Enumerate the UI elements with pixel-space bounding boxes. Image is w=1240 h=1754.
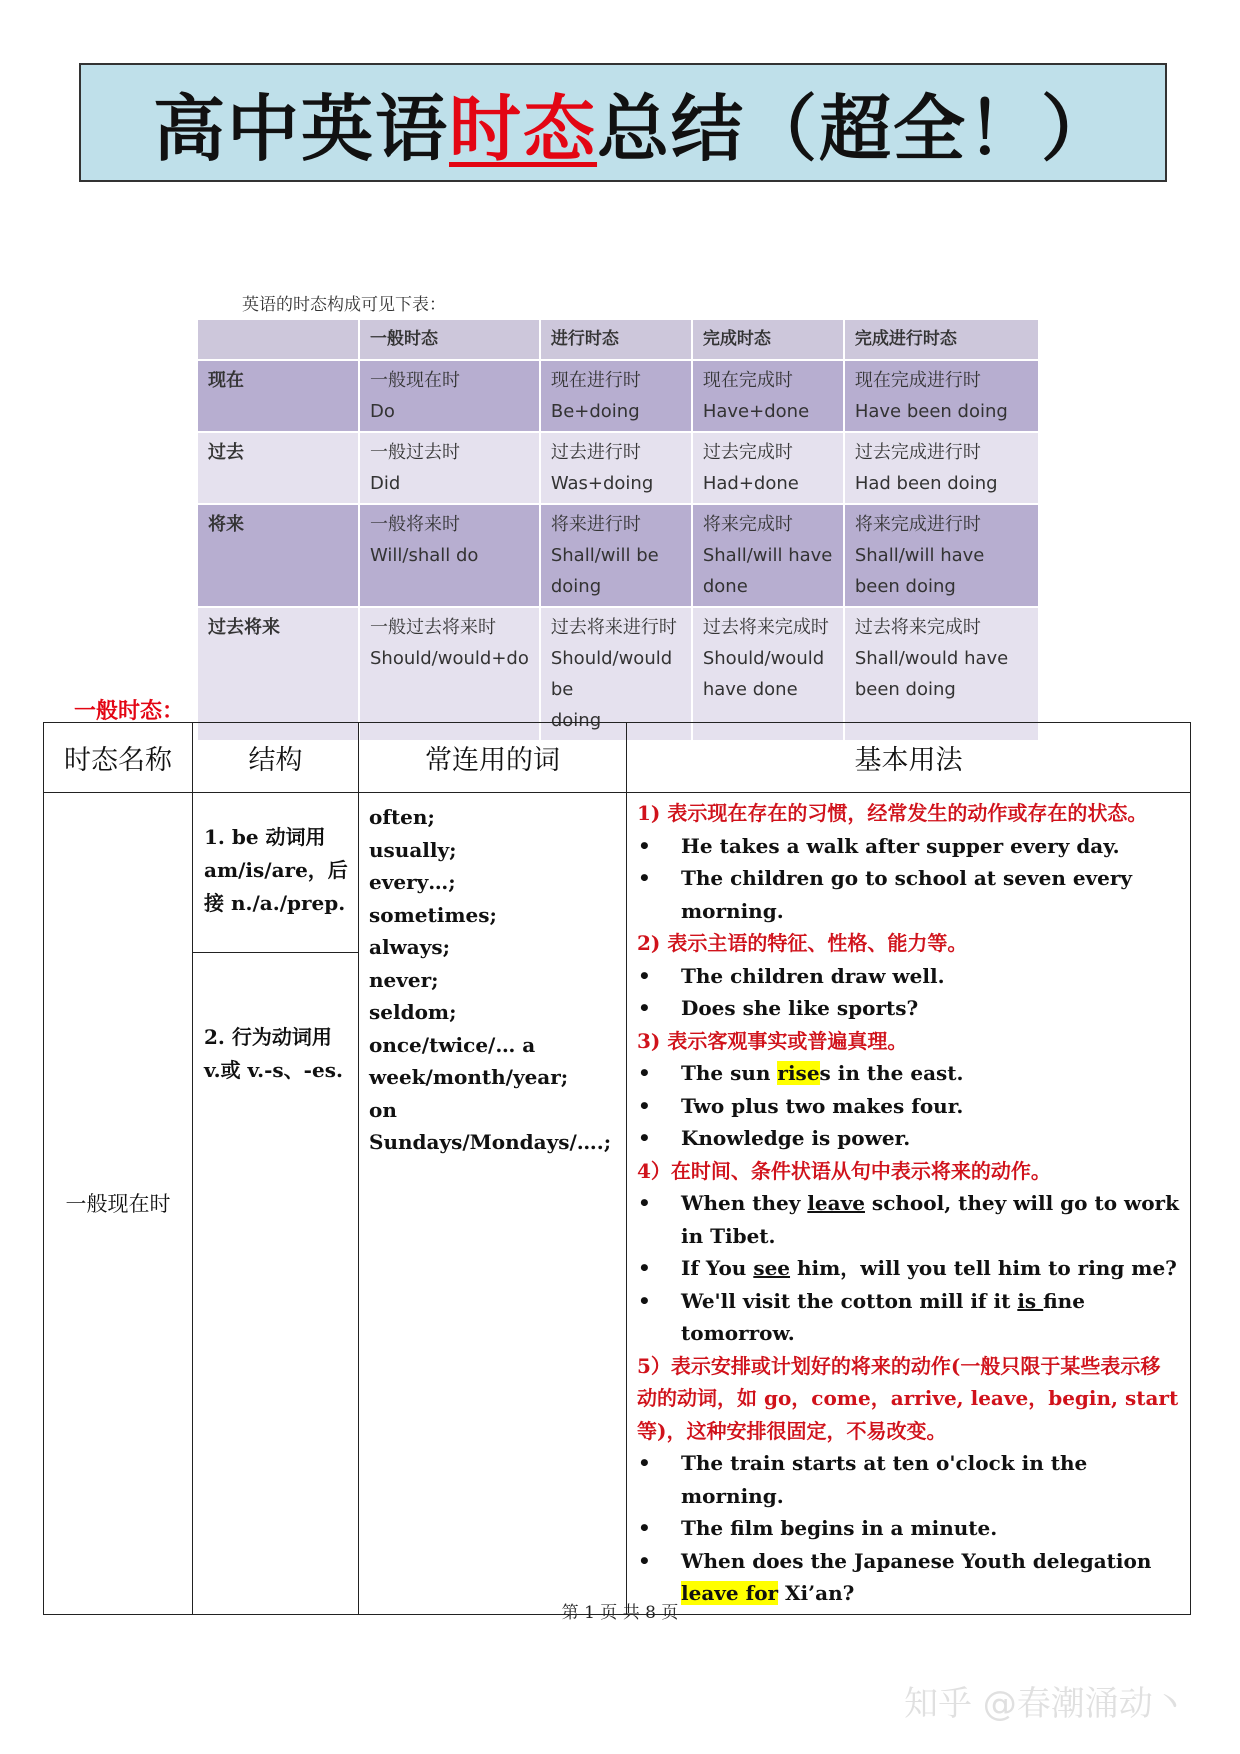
tense-grid-header: 完成进行时态	[844, 319, 1039, 360]
bullet-icon: •	[638, 866, 651, 890]
watermark: 知乎 @春潮涌动丶	[904, 1684, 1187, 1724]
header-structure: 结构	[193, 723, 359, 793]
main-table-body-row	[44, 793, 1191, 1615]
example-fragment: If You	[681, 1256, 754, 1280]
tense-grid-row	[197, 432, 1039, 504]
underlined-word: leave	[807, 1191, 865, 1215]
example-item	[637, 1057, 1180, 1090]
title-highlight: 时态	[449, 85, 598, 171]
structure-action-verb: 2. 行为动词用 v.或 v.-s、-es.	[204, 1025, 343, 1082]
tense-grid-cell: 一般现在时 Do	[359, 360, 540, 432]
common-word: every…;	[369, 870, 456, 894]
bullet-icon: •	[638, 1451, 651, 1475]
bullet-icon: •	[638, 1061, 651, 1085]
example-text	[681, 1057, 1180, 1090]
usage-heading: 4）在时间、条件状语从句中表示将来的动作。	[637, 1158, 1051, 1183]
tense-grid-row-label: 过去将来	[197, 607, 359, 741]
example-fragment: The sun	[681, 1061, 778, 1085]
title-banner	[79, 63, 1167, 182]
bullet-icon: •	[638, 1126, 651, 1150]
example-text	[681, 1252, 1180, 1285]
tense-grid-row	[197, 504, 1039, 607]
title-part-3: 总结（超全！）	[597, 85, 1116, 171]
usage-heading: 1) 表示现在存在的习惯，经常发生的动作或存在的状态。	[637, 801, 1148, 825]
usage-heading: 2) 表示主语的特征、性格、能力等。	[637, 931, 968, 955]
tense-overview-table	[196, 318, 1040, 742]
tense-grid-cell: 过去进行时 Was+doing	[540, 432, 692, 504]
tense-grid-cell: 过去完成时 Had+done	[692, 432, 844, 504]
example-fragment: We'll visit the cotton mill if it	[681, 1288, 1018, 1313]
tense-grid-row-label: 过去	[197, 432, 359, 504]
tense-grid-row-label: 现在	[197, 360, 359, 432]
common-word: seldom;	[369, 1000, 457, 1024]
header-common-words: 常连用的词	[359, 723, 627, 793]
bullet-icon: •	[638, 1288, 651, 1313]
title-part-1: 高中英语	[153, 85, 450, 171]
tense-grid-header: 完成时态	[692, 319, 844, 360]
tense-grid-cell: 现在完成进行时 Have been doing	[844, 360, 1039, 432]
underlined-word: see	[753, 1256, 791, 1280]
common-word: on Sundays/Mondays/….;	[369, 1097, 612, 1154]
example-text: Does she like sports?	[681, 996, 919, 1020]
bullet-icon: •	[638, 833, 651, 858]
common-words-cell	[359, 793, 627, 1615]
tense-grid-header-row	[197, 319, 1039, 360]
example-fragment: fine tomorrow.	[681, 1288, 1085, 1345]
bullet-icon: •	[638, 963, 651, 988]
example-item	[637, 992, 1180, 1025]
bullet-icon: •	[638, 1256, 651, 1280]
example-item	[637, 960, 1180, 993]
common-word: always;	[369, 935, 450, 959]
bullet-icon: •	[638, 1093, 651, 1118]
tense-grid-row-label: 将来	[197, 504, 359, 607]
section-label: 一般时态：	[74, 698, 185, 724]
tense-grid-cell: 过去完成进行时 Had been doing	[844, 432, 1039, 504]
usage-heading: 5）表示安排或计划好的将来的动作(一般只限于某些表示移动的动词，如 go，come，arrive, leave，begin, start 等)，这种安排很固定，不易改变。	[637, 1353, 1179, 1443]
simple-present-table	[43, 722, 1191, 1615]
example-item	[637, 862, 1180, 927]
bullet-icon: •	[638, 1548, 651, 1573]
example-fragment: Xi’an?	[778, 1581, 855, 1605]
example-item	[637, 1252, 1180, 1285]
common-word: usually;	[369, 837, 457, 862]
example-fragment: When they	[681, 1191, 808, 1215]
tense-grid-cell: 现在进行时 Be+doing	[540, 360, 692, 432]
common-word: often;	[369, 805, 435, 829]
example-text	[681, 1285, 1180, 1350]
example-item	[637, 1447, 1180, 1512]
example-item	[637, 1187, 1180, 1252]
example-text	[681, 1187, 1180, 1252]
underlined-word: is	[1017, 1288, 1044, 1313]
structure-cell	[193, 793, 359, 1615]
example-text: The train starts at ten o'clock in the morning.	[681, 1451, 1088, 1508]
common-word: sometimes;	[369, 902, 497, 927]
example-text: The children go to school at seven every morning.	[681, 866, 1133, 923]
main-table-header-row	[44, 723, 1191, 793]
header-usage: 基本用法	[627, 723, 1191, 793]
highlighted-word: rise	[777, 1061, 820, 1085]
example-fragment: school, they will go to work in Tibet.	[681, 1191, 1179, 1248]
common-word: once/twice/… a week/month/year;	[369, 1032, 569, 1089]
example-text: Two plus two makes four.	[681, 1093, 964, 1118]
tense-grid-cell: 现在完成时 Have+done	[692, 360, 844, 432]
tense-grid-header: 进行时态	[540, 319, 692, 360]
tense-grid-cell: 过去将来进行时 Should/would be doing	[540, 607, 692, 741]
example-text: Knowledge is power.	[681, 1126, 911, 1150]
tense-grid-cell: 将来进行时 Shall/will be doing	[540, 504, 692, 607]
tense-grid-corner	[197, 319, 359, 360]
example-text: He takes a walk after supper every day.	[681, 833, 1120, 858]
common-word: never;	[369, 967, 439, 992]
tense-grid-cell: 一般将来时 Will/shall do	[359, 504, 540, 607]
tense-grid-cell: 将来完成进行时 Shall/will have been doing	[844, 504, 1039, 607]
bullet-icon: •	[638, 1191, 651, 1215]
highlighted-word: leave for	[681, 1581, 779, 1605]
page-title	[153, 71, 1115, 175]
example-item	[637, 1512, 1180, 1545]
tense-grid-cell: 一般过去时 Did	[359, 432, 540, 504]
header-tense-name: 时态名称	[44, 723, 193, 793]
tense-grid-cell: 一般过去将来时 Should/would+do	[359, 607, 540, 741]
tense-grid-row	[197, 360, 1039, 432]
example-item	[637, 1122, 1180, 1155]
tense-grid-cell: 过去将来完成时 Should/would have done	[692, 607, 844, 741]
bullet-icon: •	[638, 1516, 651, 1540]
example-item	[637, 1090, 1180, 1123]
tense-grid-cell: 将来完成时 Shall/will have done	[692, 504, 844, 607]
tense-grid-caption: 英语的时态构成可见下表：	[242, 295, 446, 315]
structure-be-verb: 1. be 动词用 am/is/are，后接 n./a./prep.	[193, 793, 358, 953]
tense-grid-row	[197, 607, 1039, 741]
example-text: The film begins in a minute.	[681, 1516, 998, 1540]
example-item	[637, 830, 1180, 863]
tense-grid-cell: 过去将来完成时 Shall/would have been doing	[844, 607, 1039, 741]
usage-cell	[627, 793, 1191, 1615]
tense-name-cell: 一般现在时	[44, 793, 193, 1615]
example-fragment: him，will you tell him to ring me?	[790, 1256, 1177, 1280]
page-number: 第 1 页 共 8 页	[561, 1603, 679, 1623]
example-item	[637, 1285, 1180, 1350]
bullet-icon: •	[638, 996, 651, 1020]
tense-grid-header: 一般时态	[359, 319, 540, 360]
example-text: The children draw well.	[681, 963, 945, 988]
example-fragment: s in the east.	[819, 1061, 964, 1085]
example-fragment: When does the Japanese Youth delegation	[681, 1548, 1152, 1573]
usage-heading: 3) 表示客观事实或普遍真理。	[637, 1028, 908, 1053]
structure-inner	[193, 793, 358, 1535]
